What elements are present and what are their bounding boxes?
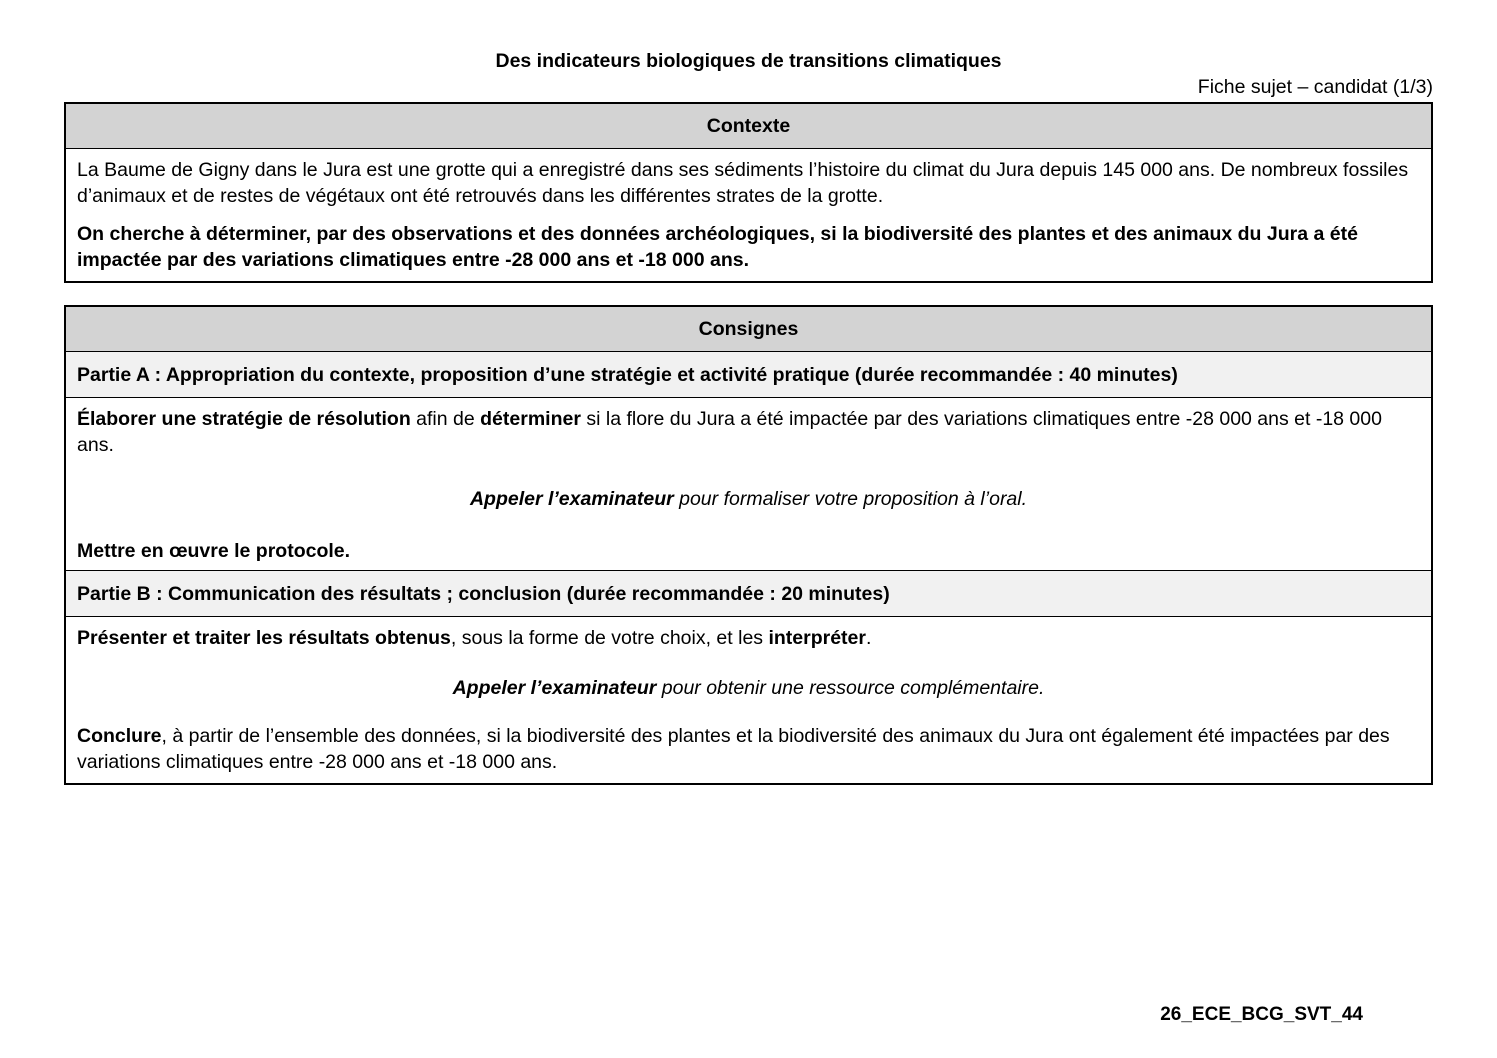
contexte-paragraph-intro: La Baume de Gigny dans le Jura est une grotte qui a enregistré dans ses sédiments l’histoire du climat du Jura depuis 145 000 ans. De nombreux fossiles d’animaux et de restes de végétaux ont été retrouvés dans les différentes strates de la grotte. [77,159,1409,207]
contexte-paragraph-objective: On cherche à déterminer, par des observations et des données archéologiques, si la biodiversité des plantes et des animaux du Jura a été impactée par des variations climatiques entre -28 000 ans et -18 000 ans. [77,223,1358,271]
consignes-table [64,305,1433,785]
contexte-table-body [66,148,1431,281]
part-b-conclude-paragraph: Conclure, à partir de l’ensemble des données, si la biodiversité des plantes et la biodiversité des animaux du Jura ont également été impactées par des variations climatiques entre -28 000 ans et -18 000 ans. [77,725,1390,773]
part-a-body [66,397,1431,570]
consignes-table-header: Consignes [66,307,1431,351]
sheet-candidate-label: Fiche sujet – candidat (1/3) [1197,76,1433,98]
contexte-table-header: Contexte [66,104,1431,148]
part-b-present-paragraph: Présenter et traiter les résultats obtenus, sous la forme de votre choix, et les interpréter. [77,627,872,649]
part-b-title: Partie B : Communication des résultats ; conclusion (durée recommandée : 20 minutes) [77,582,890,605]
document-title: Des indicateurs biologiques de transitions climatiques [495,50,1002,72]
spacer [0,283,1497,305]
part-a-call-examiner-line: Appeler l’examinateur pour formaliser votre proposition à l’oral. [469,488,1028,510]
part-a-strategy-paragraph: Élaborer une stratégie de résolution afin de déterminer si la flore du Jura a été impactée par des variations climatiques entre -28 000 ans et -18 000 ans. [77,408,1382,456]
part-a-protocol-line: Mettre en œuvre le protocole. [77,540,351,562]
part-b-body [66,616,1431,783]
part-b-call-examiner-line: Appeler l’examinateur pour obtenir une ressource complémentaire. [452,677,1045,699]
part-a-title: Partie A : Appropriation du contexte, proposition d’une stratégie et activité pratique (durée recommandée : 40 minutes) [77,363,1178,386]
document-reference-code: 26_ECE_BCG_SVT_44 [1160,1004,1363,1025]
part-a-title-row [66,351,1431,397]
part-b-title-row [66,570,1431,616]
contexte-table [64,102,1433,283]
